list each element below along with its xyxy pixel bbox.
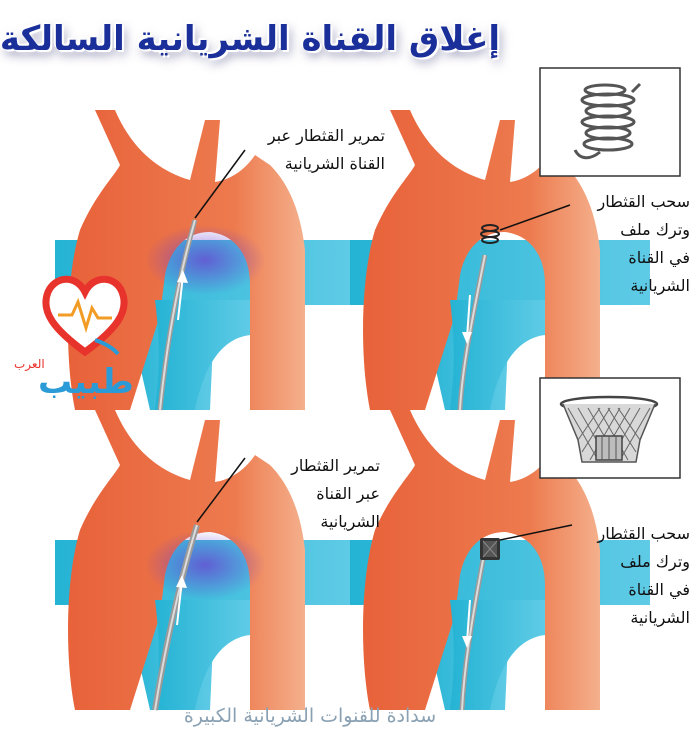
label-line: عبر القناة [316, 484, 380, 503]
logo-sub: العرب [14, 357, 45, 371]
occluder-device [480, 538, 500, 560]
label-top-left [235, 122, 385, 178]
label-line: في القناة [628, 580, 690, 599]
shunt-glow [145, 530, 265, 600]
label-bottom-right [565, 520, 690, 632]
shunt-glow [145, 225, 265, 295]
page-title: إغلاق القناة الشريانية السالكة [0, 19, 500, 59]
label-line: القناة الشريانية [284, 154, 385, 173]
occluder-inset [540, 378, 680, 478]
label-line: الشريانية [630, 608, 690, 627]
label-bottom-left [255, 452, 380, 536]
label-line: تمرير القثطار [291, 456, 380, 475]
label-line: سحب القثطار [597, 192, 690, 211]
label-line: في القناة [628, 248, 690, 267]
logo-word: طبيب [38, 362, 134, 402]
label-line: وترك ملف [620, 220, 690, 239]
coil-inset [540, 68, 680, 176]
label-line: الشريانية [630, 276, 690, 295]
label-top-right [565, 188, 690, 300]
label-line: الشريانية [320, 512, 380, 531]
label-line: سحب القثطار [597, 524, 690, 543]
label-line: تمرير القثطار عبر [267, 126, 385, 145]
label-line: وترك ملف [620, 552, 690, 571]
figure-caption: سدادة للقنوات الشريانية الكبيرة [183, 705, 437, 727]
